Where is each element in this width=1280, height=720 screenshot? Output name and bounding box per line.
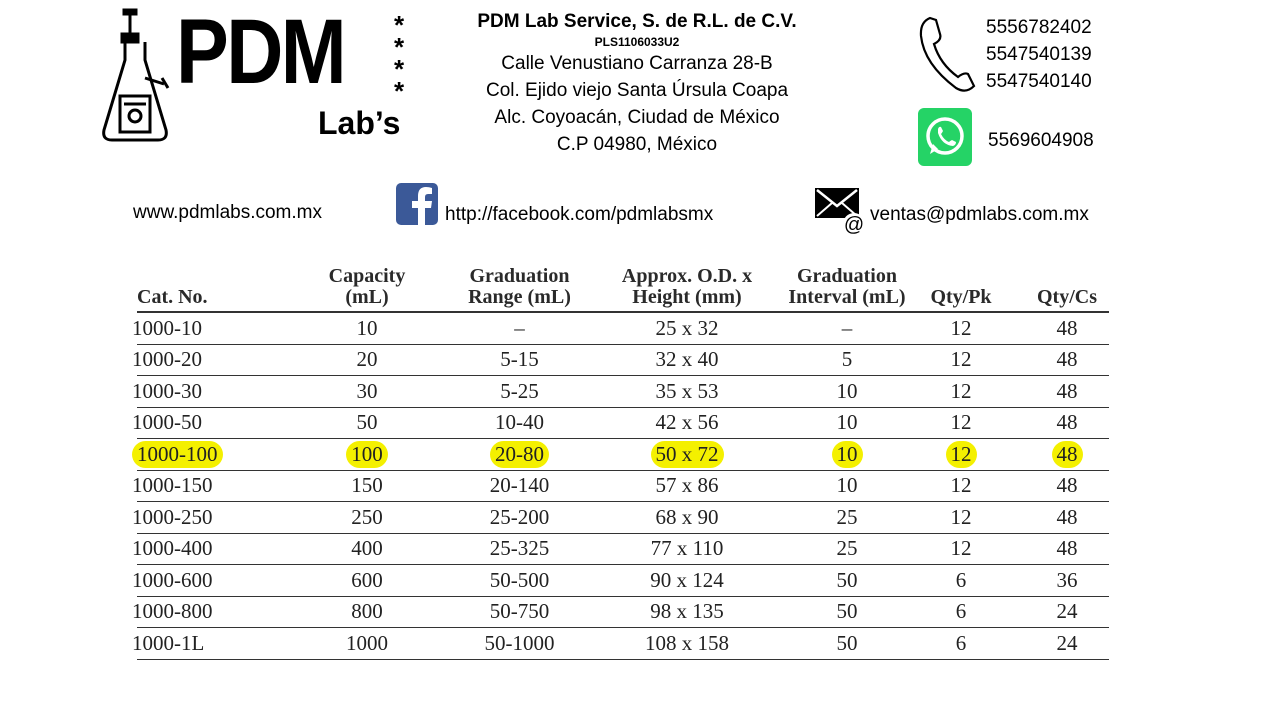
table-header-cell xyxy=(1017,265,1117,311)
cell-value: 100 xyxy=(346,441,388,468)
cell-value: 50 x 72 xyxy=(651,441,724,468)
cell-value: 48 xyxy=(1056,315,1078,340)
logo-subtitle: Lab’s xyxy=(318,105,401,141)
cell-qty-pk xyxy=(917,565,1005,596)
phone-number[interactable]: 5547540140 xyxy=(986,71,1092,92)
cell-od-height xyxy=(607,471,767,502)
cell-value: 50 xyxy=(836,630,858,655)
whatsapp-number[interactable]: 5569604908 xyxy=(988,130,1094,151)
cell-qty-pk xyxy=(917,628,1005,659)
header-line: (mL) xyxy=(345,286,389,308)
cell-value: 400 xyxy=(351,536,383,561)
cell-od-height xyxy=(607,565,767,596)
cell-od-height xyxy=(607,628,767,659)
header-line: Height (mm) xyxy=(632,286,742,308)
cell-graduation-interval xyxy=(777,565,917,596)
cell-value: 57 x 86 xyxy=(655,473,719,498)
facebook-link[interactable]: http://facebook.com/pdmlabsmx xyxy=(445,204,714,225)
cell-value: 1000-800 xyxy=(132,599,213,624)
cell-qty-pk xyxy=(917,313,1005,344)
cell-graduation-range xyxy=(452,565,587,596)
table-header-cell xyxy=(777,265,917,311)
cell-value: – xyxy=(514,315,525,340)
cell-value: 42 x 56 xyxy=(655,410,719,435)
cell-value: 12 xyxy=(946,441,977,468)
cell-value: 10 xyxy=(832,441,863,468)
header-line: Qty/Cs xyxy=(1037,286,1097,308)
cell-od-height xyxy=(607,408,767,439)
table-header-cell xyxy=(307,265,427,311)
table-row xyxy=(132,565,1109,597)
header-line: Range (mL) xyxy=(468,286,571,308)
cell-graduation-interval xyxy=(777,345,917,376)
cell-capacity xyxy=(307,502,427,533)
address-line: C.P 04980, México xyxy=(556,134,718,155)
cell-value: 32 x 40 xyxy=(655,347,719,372)
cell-value: 48 xyxy=(1056,504,1078,529)
cell-value: – xyxy=(841,315,853,340)
cell-value: 12 xyxy=(950,473,972,498)
cell-value: 25 x 32 xyxy=(655,315,719,340)
cell-graduation-range xyxy=(452,439,587,470)
cell-value: 12 xyxy=(950,347,972,372)
logo-star: * xyxy=(393,32,405,62)
table-row xyxy=(132,597,1109,629)
cell-od-height xyxy=(607,313,767,344)
cell-graduation-range xyxy=(452,345,587,376)
cell-value: 68 x 90 xyxy=(655,504,719,529)
cell-value: 6 xyxy=(955,630,967,655)
address-line: Alc. Coyoacán, Ciudad de México xyxy=(494,107,780,128)
cell-value: 12 xyxy=(950,410,972,435)
header-line: Graduation xyxy=(469,265,570,287)
cell-qty-pk xyxy=(917,597,1005,628)
table-header-cell xyxy=(607,265,767,311)
cell-value: 6 xyxy=(955,567,967,592)
cell-value: 48 xyxy=(1056,347,1078,372)
cell-capacity xyxy=(307,408,427,439)
cell-qty-cs xyxy=(1017,313,1117,344)
logo-star: * xyxy=(393,10,405,40)
cell-graduation-range xyxy=(452,597,587,628)
cell-capacity xyxy=(307,534,427,565)
cell-od-height xyxy=(607,597,767,628)
table-header-cell xyxy=(452,265,587,311)
cell-value: 12 xyxy=(950,504,972,529)
cell-value: 20-80 xyxy=(490,441,549,468)
table-header-row xyxy=(137,265,1109,313)
logo-text: PDM xyxy=(176,1,345,103)
cell-graduation-interval xyxy=(777,502,917,533)
cell-value: 1000-50 xyxy=(132,410,202,435)
cell-value: 1000-400 xyxy=(132,536,213,561)
cell-graduation-interval xyxy=(777,439,917,470)
cell-value: 1000-600 xyxy=(132,567,213,592)
header-line: Cat. No. xyxy=(137,286,208,308)
cell-value: 48 xyxy=(1052,441,1083,468)
cell-graduation-range xyxy=(452,471,587,502)
flask-logo-icon xyxy=(100,8,170,144)
cell-value: 1000-150 xyxy=(132,473,213,498)
cell-qty-cs xyxy=(1017,534,1117,565)
header-line: Graduation xyxy=(796,265,897,287)
cell-value: 10 xyxy=(356,315,378,340)
cell-value: 48 xyxy=(1056,410,1078,435)
cell-capacity xyxy=(307,471,427,502)
cell-value: 12 xyxy=(950,536,972,561)
cell-value: 5-25 xyxy=(500,378,539,403)
phone-number[interactable]: 5556782402 xyxy=(986,17,1092,38)
cell-qty-cs xyxy=(1017,439,1117,470)
cell-graduation-range xyxy=(452,376,587,407)
cell-qty-pk xyxy=(917,534,1005,565)
cell-od-height xyxy=(607,345,767,376)
cell-graduation-range xyxy=(452,313,587,344)
logo-star: * xyxy=(393,76,405,106)
cell-graduation-interval xyxy=(777,471,917,502)
cell-qty-cs xyxy=(1017,471,1117,502)
cell-value: 800 xyxy=(351,599,383,624)
cell-value: 50 xyxy=(356,410,378,435)
company-rfc: PLS1106033U2 xyxy=(594,35,680,49)
cell-cat-no xyxy=(132,597,257,628)
email-icon xyxy=(814,186,866,236)
cell-cat-no xyxy=(132,534,257,565)
cell-value: 90 x 124 xyxy=(650,567,724,592)
cell-capacity xyxy=(307,628,427,659)
table-row xyxy=(132,502,1109,534)
cell-value: 48 xyxy=(1056,536,1078,561)
cell-qty-cs xyxy=(1017,502,1117,533)
cell-value: 10 xyxy=(836,473,858,498)
cell-od-height xyxy=(607,376,767,407)
table-row xyxy=(132,534,1109,566)
cell-value: 35 x 53 xyxy=(655,378,719,403)
cell-graduation-interval xyxy=(777,597,917,628)
cell-value: 5-15 xyxy=(500,347,539,372)
cell-qty-pk xyxy=(917,376,1005,407)
cell-value: 250 xyxy=(351,504,383,529)
table-row xyxy=(132,313,1109,345)
cell-value: 77 x 110 xyxy=(650,536,724,561)
header-line: Qty/Pk xyxy=(930,286,992,308)
cell-graduation-interval xyxy=(777,628,917,659)
header-line: Approx. O.D. x xyxy=(621,265,753,287)
cell-value: 108 x 158 xyxy=(645,630,729,655)
cell-graduation-range xyxy=(452,502,587,533)
cell-graduation-range xyxy=(452,408,587,439)
cell-cat-no xyxy=(132,376,257,407)
cell-qty-cs xyxy=(1017,408,1117,439)
cell-od-height xyxy=(607,502,767,533)
cell-cat-no xyxy=(132,502,257,533)
logo-star: * xyxy=(393,54,405,84)
website-link[interactable]: www.pdmlabs.com.mx xyxy=(133,202,322,223)
logo-stars xyxy=(388,10,410,106)
cell-value: 50 xyxy=(836,567,858,592)
cell-value: 5 xyxy=(841,347,853,372)
cell-capacity xyxy=(307,313,427,344)
address-line: Calle Venustiano Carranza 28-B xyxy=(501,53,773,74)
phone-list xyxy=(986,14,1092,95)
cell-value: 1000-30 xyxy=(132,378,202,403)
address-line: Col. Ejido viejo Santa Úrsula Coapa xyxy=(485,80,789,101)
table-row-highlighted xyxy=(137,439,1109,471)
cell-capacity xyxy=(307,565,427,596)
cell-value: 6 xyxy=(955,599,967,624)
cell-graduation-range xyxy=(452,628,587,659)
table-row xyxy=(132,376,1109,408)
table-row xyxy=(132,471,1109,503)
cell-value: 12 xyxy=(950,315,972,340)
cell-qty-cs xyxy=(1017,628,1117,659)
cell-value: 24 xyxy=(1056,599,1078,624)
company-name: PDM Lab Service, S. de R.L. de C.V. xyxy=(477,11,797,32)
cell-value: 600 xyxy=(351,567,383,592)
cell-value: 25 xyxy=(836,536,858,561)
cell-value: 25-325 xyxy=(489,536,550,561)
cell-value: 1000-10 xyxy=(132,315,202,340)
cell-value: 25-200 xyxy=(489,504,550,529)
cell-value: 25 xyxy=(836,504,858,529)
cell-qty-pk xyxy=(917,408,1005,439)
cell-cat-no xyxy=(132,628,257,659)
cell-value: 1000 xyxy=(346,630,388,655)
cell-value: 48 xyxy=(1056,378,1078,403)
cell-qty-cs xyxy=(1017,597,1117,628)
cell-value: 1000-100 xyxy=(132,441,223,468)
cell-cat-no xyxy=(132,345,257,376)
cell-value: 150 xyxy=(351,473,383,498)
phone-number[interactable]: 5547540139 xyxy=(986,44,1092,65)
header-line: Interval (mL) xyxy=(788,286,906,308)
cell-value: 50-500 xyxy=(489,567,550,592)
cell-cat-no xyxy=(132,471,257,502)
cell-cat-no xyxy=(132,565,257,596)
cell-od-height xyxy=(607,439,767,470)
cell-qty-cs xyxy=(1017,565,1117,596)
cell-qty-pk xyxy=(917,439,1005,470)
header-line: Capacity xyxy=(328,265,406,287)
cell-value: 50-750 xyxy=(489,599,550,624)
cell-cat-no xyxy=(132,408,257,439)
cell-value: 50-1000 xyxy=(484,630,555,655)
cell-value: 20 xyxy=(356,347,378,372)
cell-value: 50 xyxy=(836,599,858,624)
cell-capacity xyxy=(307,345,427,376)
table-row xyxy=(132,628,1109,660)
cell-value: 12 xyxy=(950,378,972,403)
whatsapp-icon xyxy=(918,108,972,166)
cell-value: 1000-1L xyxy=(132,630,205,655)
cell-value: 1000-20 xyxy=(132,347,202,372)
cell-capacity xyxy=(307,439,427,470)
cell-value: 30 xyxy=(356,378,378,403)
product-table xyxy=(132,265,1109,660)
company-info xyxy=(460,10,814,158)
cell-graduation-interval xyxy=(777,408,917,439)
cell-graduation-interval xyxy=(777,313,917,344)
cell-value: 10-40 xyxy=(495,410,544,435)
cell-value: 48 xyxy=(1056,473,1078,498)
cell-value: 24 xyxy=(1056,630,1078,655)
cell-qty-cs xyxy=(1017,345,1117,376)
table-header-cell xyxy=(137,265,257,311)
cell-qty-pk xyxy=(917,471,1005,502)
cell-cat-no xyxy=(137,439,257,470)
email-link[interactable]: ventas@pdmlabs.com.mx xyxy=(870,204,1089,225)
cell-value: 98 x 135 xyxy=(650,599,724,624)
cell-qty-pk xyxy=(917,345,1005,376)
table-body xyxy=(132,313,1109,660)
table-header-cell xyxy=(917,265,1005,311)
cell-cat-no xyxy=(132,313,257,344)
facebook-icon xyxy=(396,183,438,225)
table-row xyxy=(132,345,1109,377)
cell-graduation-range xyxy=(452,534,587,565)
cell-od-height xyxy=(607,534,767,565)
cell-capacity xyxy=(307,376,427,407)
cell-value: 10 xyxy=(836,410,858,435)
cell-graduation-interval xyxy=(777,376,917,407)
phone-icon xyxy=(916,14,978,94)
cell-capacity xyxy=(307,597,427,628)
cell-qty-cs xyxy=(1017,376,1117,407)
cell-value: 1000-250 xyxy=(132,504,213,529)
table-row xyxy=(132,408,1109,440)
cell-value: 36 xyxy=(1056,567,1078,592)
cell-qty-pk xyxy=(917,502,1005,533)
svg-text:@: @ xyxy=(843,214,865,236)
cell-value: 20-140 xyxy=(489,473,550,498)
cell-graduation-interval xyxy=(777,534,917,565)
cell-value: 10 xyxy=(836,378,858,403)
